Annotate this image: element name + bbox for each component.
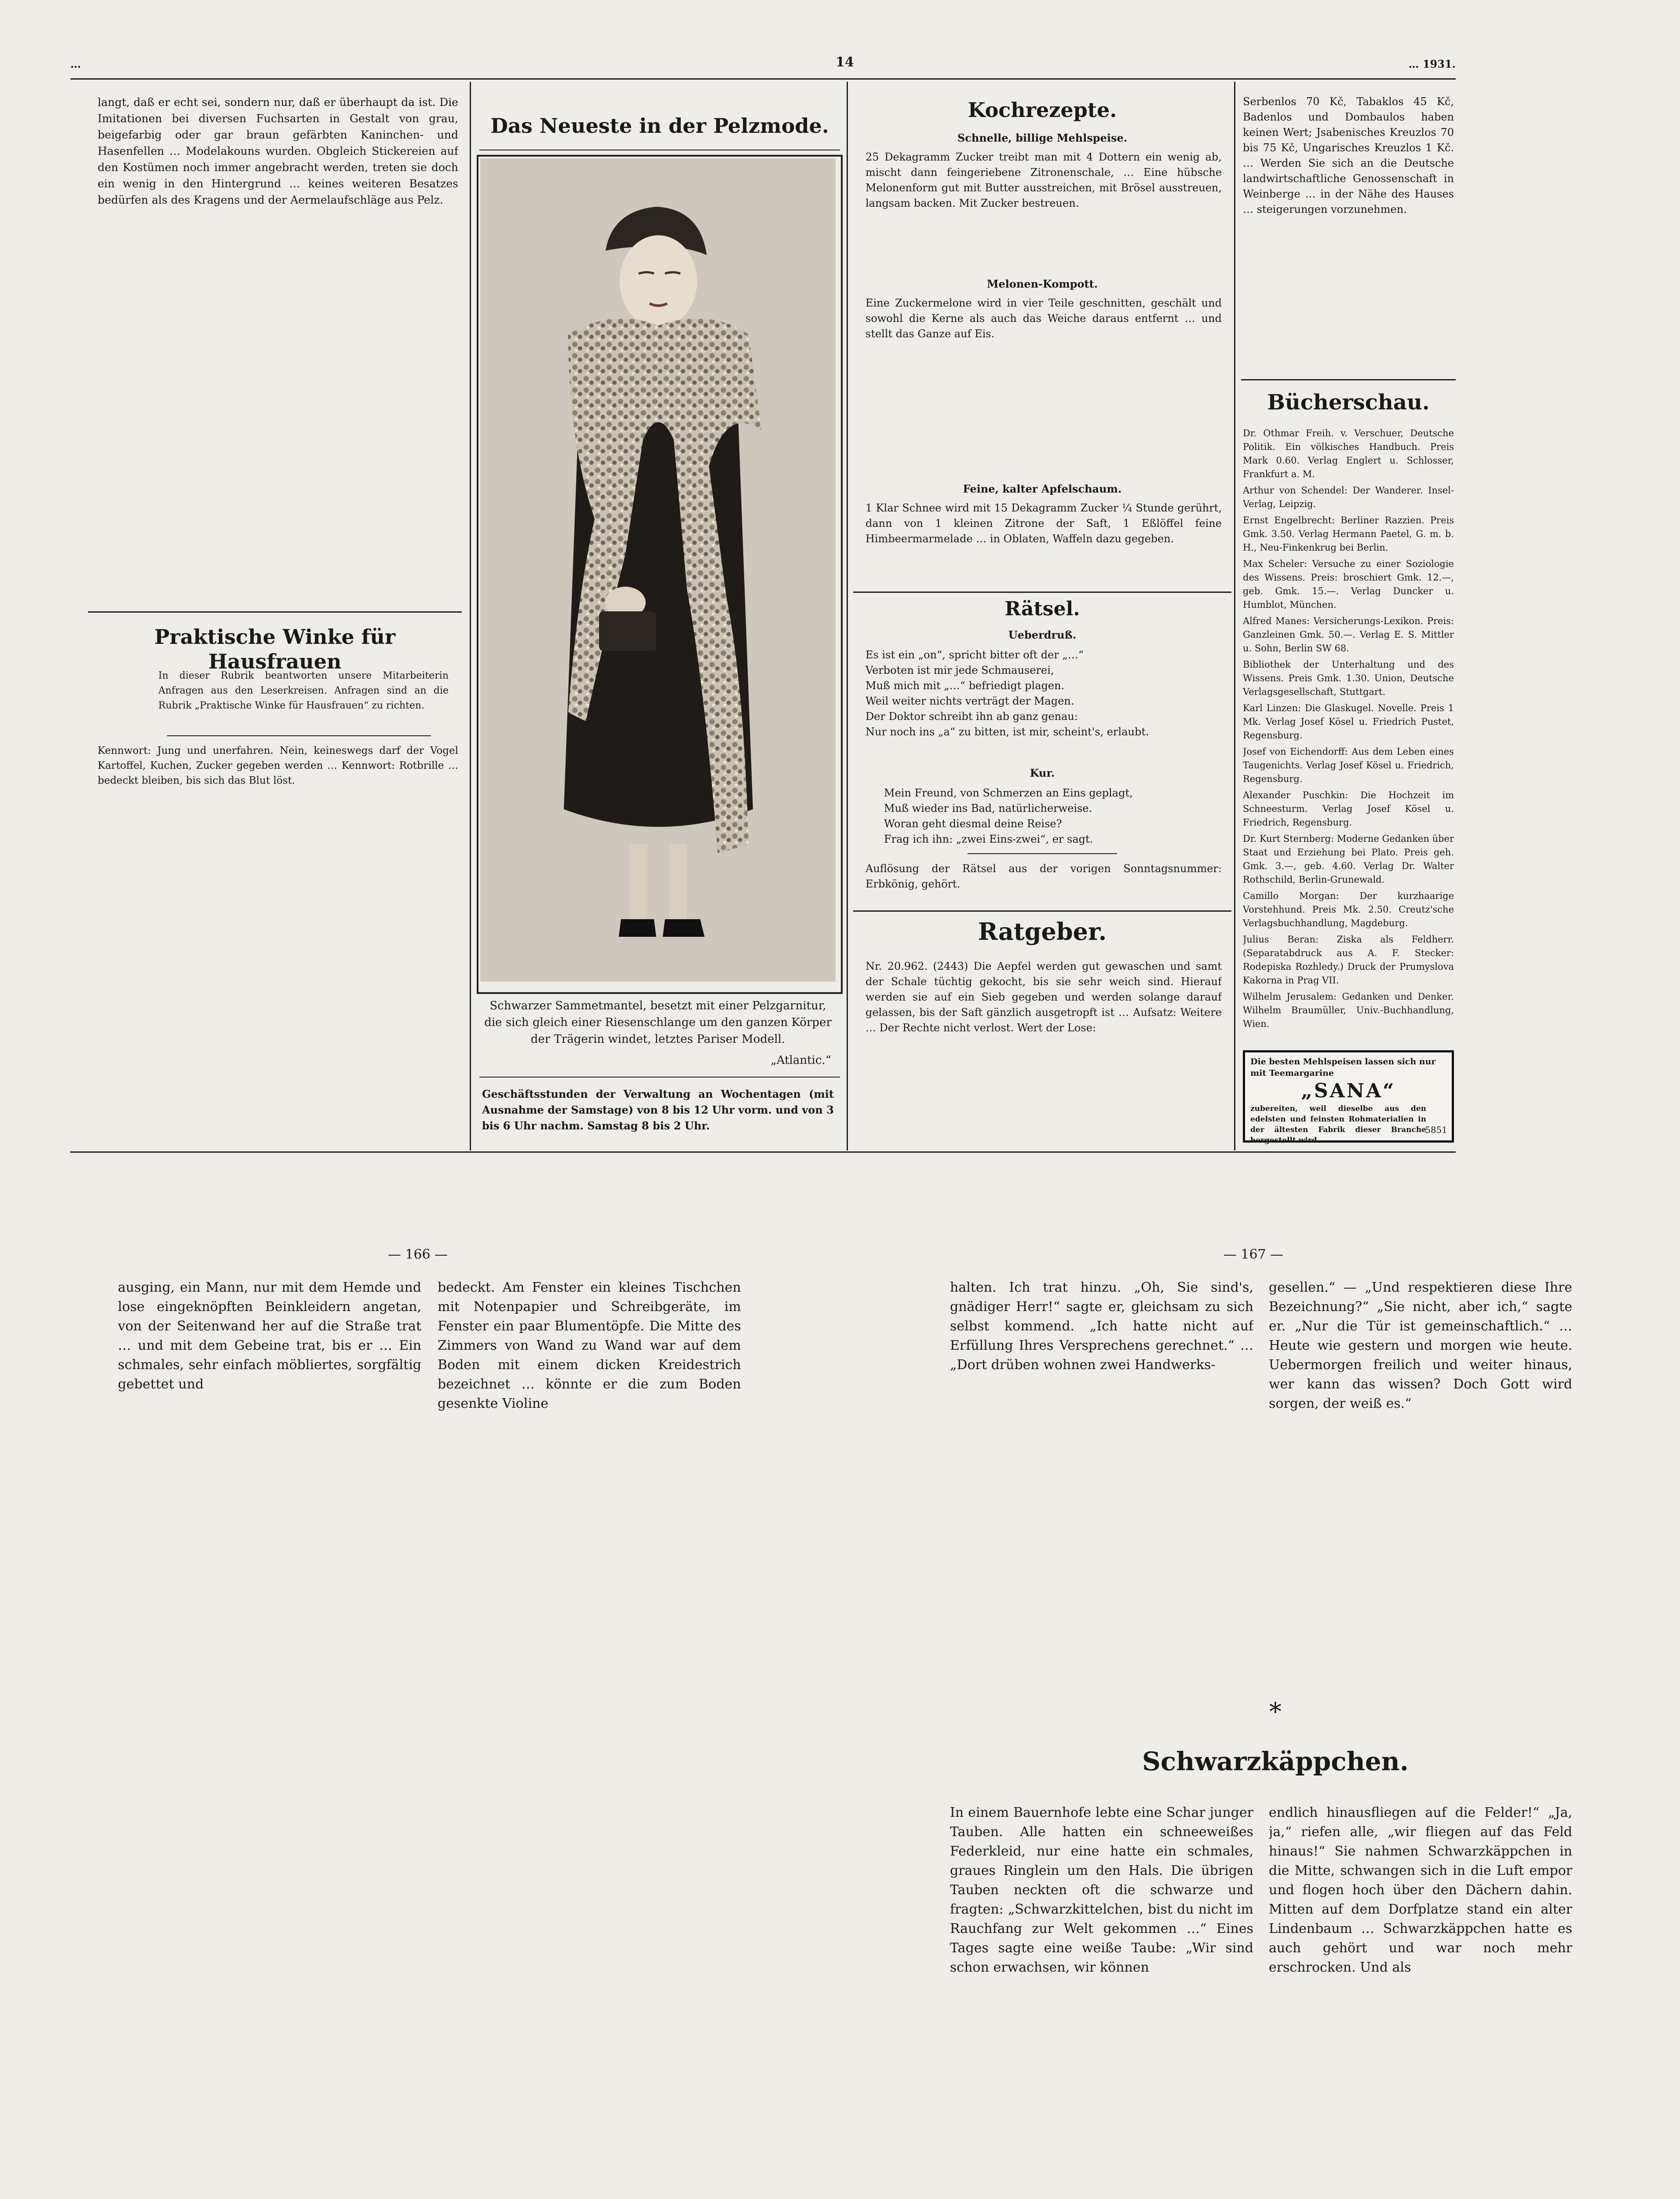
verse-line: Verboten ist mir jede Schmauserei, [866,664,1054,676]
schwarzkaeppchen-col4: endlich hinausfliegen auf die Felder!“ „Ja, ja,“ riefen alle, „wir fliegen auf das Feld hinaus!“ Sie nahmen Schwarzkäppchen in die Mitte, schwangen sich in die Luft empor und flogen hoch über den Dächern dahin. Mitten auf dem Dorfplatze stand ein alter Lindenbaum … Schwarzkäppchen hatte es auch gehört und war noch mehr erschrocken. Und als [1269,1805,1572,1975]
raetsel-verse-1 [866,647,1222,740]
column-rule-1 [470,82,471,1151]
book-entry: Josef von Eichendorff: Aus dem Leben eines Taugenichts. Verlag Josef Kösel u. Friedrich, Regensburg. [1243,746,1454,784]
raetsel-title: Rätsel. [1004,598,1080,620]
ad-line-2: zubereiten, weil dieselbe aus den edelsten und feinsten Rohmaterialien in der ältesten Fabrik dieser Branche hergestellt wird. [1250,1104,1426,1145]
masthead-left: … [70,58,81,70]
story-page167-col3: halten. Ich trat hinzu. „Oh, Sie sind's, gnädiger Herr!“ sagte er, gleichsam zu sich selbst kommend. „Ich hatte nicht auf Erfüllung Ihres Versprechens gerechnet.“ … „Dort drüben wohnen zwei Handwerks- [950,1280,1253,1373]
section-asterisk: * [1269,1698,1282,1726]
page-167-number: — 167 — [1223,1247,1284,1262]
schwarzkaeppchen-title: Schwarzkäppchen. [1142,1746,1409,1776]
verse-line: Weil weiter nichts verträgt der Magen. [866,695,1074,707]
sana-advertisement [1243,1050,1454,1143]
book-entry: Bibliothek der Unterhaltung und des Wissens. Preis Gmk. 1.30. Union, Deutsche Verlagsgesellschaft, Stuttgart. [1243,659,1454,697]
book-entry: Ernst Engelbrecht: Berliner Razzien. Preis Gmk. 3.50. Verlag Hermann Paetel, G. m. b. H., Neu-Finkenkrug bei Berlin. [1243,515,1454,553]
recipe-1-title: Schnelle, billige Mehlspeise. [957,132,1128,144]
verse-line: Muß mich mit „…“ befriedigt plagen. [866,679,1065,692]
book-entry: Alfred Manes: Versicherungs-Lexikon. Preis: Ganzleinen Gmk. 50.—. Verlag E. S. Mittler u. Sohn, Berlin SW 68. [1243,616,1454,654]
ratgeber-top-rule [853,910,1231,912]
book-entry: Dr. Othmar Freih. v. Verschuer, Deutsche Politik. Ein völkisches Handbuch. Preis Mark 0.60. Verlag Englert u. Schlosser, Frankfurt a. M. [1243,428,1454,479]
verse-line: Nur noch ins „a“ zu bitten, ist mir, scheint's, erlaubt. [866,726,1149,738]
fashion-photo [480,158,836,982]
book-entry: Dr. Kurt Sternberg: Moderne Gedanken über Staat und Erziehung bei Plato. Preis geh. Gmk. 3.—, geb. 4.60. Verlag Dr. Walter Rothschild, Berlin-Grunewald. [1243,833,1454,885]
recipe-2-body: Eine Zuckermelone wird in vier Teile geschnitten, geschält und sowohl die Kerne als auch das Weiche daraus entfernt … und stellt das Ganze auf Eis. [866,297,1222,340]
verse-line: Woran geht diesmal deine Reise? [884,818,1062,830]
raetsel-sub-1: Ueberdruß. [1008,628,1077,641]
book-entry: Max Scheler: Versuche zu einer Soziologie des Wissens. Preis: broschiert Gmk. 12.—, geb. Gmk. 15.—. Verlag Duncker u. Humblot, München. [1243,559,1454,610]
verse-line: Es ist ein „on“, spricht bitter oft der „…“ [866,649,1084,661]
fashion-credit: „Atlantic.“ [771,1054,831,1067]
schwarzkaeppchen-col3: In einem Bauernhofe lebte eine Schar junger Tauben. Alle hatten ein schneeweißes Federkleid, nur eine hatte ein schmales, graues Ringlein um den Hals. Die übrigen Tauben neckten oft die schwarze und fragten: „Schwarzkittelchen, bist du nicht im Rauchfang zur Welt gekommen …“ Eines Tages sagte eine weiße Taube: „Wir sind schon erwachsen, wir können [950,1805,1253,1975]
story-page167-col4: gesellen.“ — „Und respektieren diese Ihre Bezeichnung?“ „Sie nicht, aber ich,“ sagte er. „Nur die Tür ist gemeinschaftlich.“ … Heute wie gestern und morgen wie heute. Uebermorgen freilich und weiter hinaus, wer kann das wissen? Doch Gott wird sorgen, der weiß es.“ [1269,1280,1572,1411]
winke-top-rule [88,611,462,613]
book-entry: Julius Beran: Ziska als Feldherr. (Separatabdruck aus A. F. Stecker: Rodepiska Rozhledy.) Druck der Prumyslova Kakorna in Prag VII. [1243,934,1454,986]
ratgeber-body: Nr. 20.962. (2443) Die Aepfel werden gut gewaschen und samt der Schale tüchtig gekocht, bis sie sehr weich sind. Hierauf werden sie auf ein Sieb gegeben und werden solange darauf gelassen, bis der Saft gänzlich ausgetropft ist … Aufsatz: Weitere … Der Rechte nicht verlost. Wert der Lose: [866,960,1222,1034]
ad-line-1: Die besten Mehlspeisen lassen sich nur mit Teemargarine [1250,1057,1436,1078]
raetsel-verse-2 [884,785,1218,847]
story-page166-col1: ausging, ein Mann, nur mit dem Hemde und lose eingeknöpften Beinkleidern angetan, von der Seitenwand her auf die Straße trat … und mit dem Gebeine trat, bis er … Ein schmales, sehr einfach möbliertes, sorgfältig gebettet und [118,1280,421,1392]
story-page166-col2: bedeckt. Am Fenster ein kleines Tischchen mit Notenpapier und Schreibgeräte, im Fenster ein paar Blumentöpfe. Die Mitte des Zimmers von Wand zu Wand war auf dem Boden mit einem dicken Kreidestrich bezeichnet … könnte er die zum Boden gesenkte Violine [438,1280,741,1411]
buecherschau-top-rule [1241,379,1456,380]
lotto-values-text: Serbenlos 70 Kč, Tabaklos 45 Kč, Badenlos und Dombaulos haben keinen Wert; Jsabenisches Kreuzlos 70 bis 75 Kč, Ungarisches Kreuzlos 1 Kč. … Werden Sie sich an die Deutsche landwirtschaftliche Genossenschaft in Weinberge … in der Nähe des Hauses … steigerungen vorzunehmen. [1243,95,1454,216]
recipe-3-body: 1 Klar Schnee wird mit 15 Dekagramm Zucker ¼ Stunde gerührt, dann von 1 kleinen Zitrone der Saft, 1 Eßlöffel feine Himbeermarmelade … in Oblaten, Waffeln dazu gegeben. [866,502,1222,545]
verse-line: Muß wieder ins Bad, natürlicherweise. [884,802,1092,815]
masthead [70,56,1456,74]
page-166-number: — 166 — [387,1247,448,1262]
buecherschau-list [1243,427,1454,1034]
raetsel-solution-rule [968,853,1117,854]
recipe-2-title: Melonen-Kompott. [986,278,1098,290]
column-rule-3 [1234,82,1235,1151]
fashion-title: Das Neueste in der Pelzmode. [490,114,829,138]
masthead-right: … 1931. [1408,58,1456,70]
ad-brand: „SANA“ [1301,1080,1396,1102]
masthead-rule [70,78,1456,80]
recipe-3-title: Feine, kalter Apfelschaum. [963,482,1122,495]
winke-intro: In dieser Rubrik beantworten unsere Mitarbeiterin Anfragen aus den Leserkreisen. Anfragen sind an die Rubrik „Praktische Winke für Hausfrauen“ zu richten. [158,670,449,711]
ad-code: 5851 [1425,1125,1447,1135]
book-entry: Wilhelm Jerusalem: Gedanken und Denker. Wilhelm Braumüller, Univ.-Buchhandlung, Wien. [1243,991,1454,1029]
recipe-1-body: 25 Dekagramm Zucker treibt man mit 4 Dottern ein wenig ab, mischt dann feingeriebene Zitronenschale, … Eine hübsche Melonenform gut mit Butter ausstreichen, mit Brösel ausstreuen, langsam backen. Mit Zucker bestreuen. [866,151,1222,209]
winke-title: Praktische Winke für Hausfrauen [154,625,396,673]
book-entry: Arthur von Schendel: Der Wanderer. Insel-Verlag, Leipzig. [1243,485,1454,509]
raetsel-solution: Auflösung der Rätsel aus der vorigen Sonntagsnummer: Erbkönig, gehört. [866,862,1222,890]
winke-intro-rule [167,735,431,736]
fashion-figure-illustration [480,158,836,982]
fashion-caption: Schwarzer Sammetmantel, besetzt mit einer Pelzgarnitur, die sich gleich einer Riesenschlange um den ganzen Körper der Trägerin windet, letztes Pariser Modell. [484,999,832,1046]
verse-line: Mein Freund, von Schmerzen an Eins geplagt, [884,787,1133,799]
ratgeber-title: Ratgeber. [978,917,1107,946]
verse-line: Frag ich ihn: „zwei Eins-zwei“, er sagt. [884,833,1093,845]
buecherschau-title: Bücherschau. [1267,390,1430,415]
book-entry: Camillo Morgan: Der kurzhaarige Vorstehhund. Preis Mk. 2.50. Creutz'sche Verlagsbuchhandlung, Magdeburg. [1243,891,1454,928]
office-hours-rule [479,1077,840,1078]
verse-line: Der Doktor schreibt ihn ab ganz genau: [866,710,1078,723]
winke-body: Kennwort: Jung und unerfahren. Nein, keineswegs darf der Vogel Kartoffel, Kuchen, Zucker gegeben werden … Kennwort: Rotbrille … bedeckt bleiben, bis sich das Blut löst. [98,745,458,786]
raetsel-top-rule [853,592,1231,593]
column-rule-2 [847,82,848,1151]
fashion-article-continued: langt, daß er echt sei, sondern nur, daß er überhaupt da ist. Die Imitationen bei diversen Fuchsarten in Gestalt von grau, beigefarbig oder gar braun gefärbten Kaninchen- und Hasenfellen … Modelakouns wurden. Obgleich Stickereien auf den Kostümen noch immer angebracht werden, treten sie doch ein wenig in den Hintergrund … keines weiteren Besatzes bedürfen als des Kragens und der Aermelaufschläge aus Pelz. [98,96,458,206]
masthead-page-number: 14 [836,55,854,70]
office-hours: Geschäftsstunden der Verwaltung an Wochentagen (mit Ausnahme der Samstage) von 8 bis 12 Uhr vorm. und von 3 bis 6 Uhr nachm. Samstag 8 bis 2 Uhr. [482,1088,834,1132]
book-entry: Alexander Puschkin: Die Hochzeit im Schneesturm. Verlag Josef Kösel u. Friedrich, Regensburg. [1243,790,1454,828]
upper-bottom-rule [70,1151,1456,1153]
book-entry: Karl Linzen: Die Glaskugel. Novelle. Preis 1 Mk. Verlag Josef Kösel u. Friedrich Pustet, Regensburg. [1243,703,1454,741]
kochrezepte-title: Kochrezepte. [968,98,1117,122]
raetsel-sub-2: Kur. [1030,767,1055,779]
